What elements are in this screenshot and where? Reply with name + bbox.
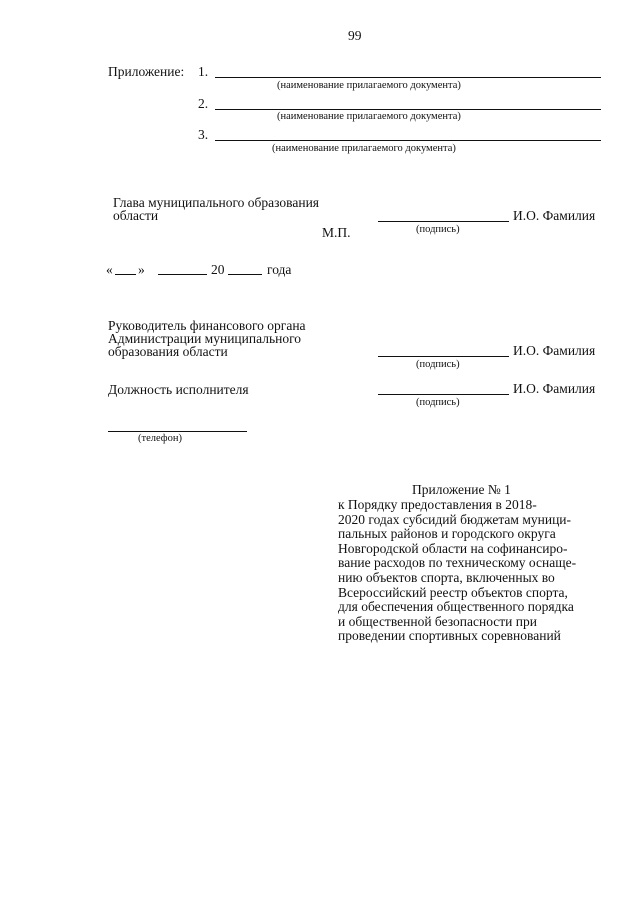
executor-signature-line (378, 394, 509, 395)
appendix-line: и общественной безопасности при (338, 613, 537, 629)
appendix-line: Новгородской области на софинансиро- (338, 540, 568, 556)
finance-role-line1: Руководитель финансового органа (108, 318, 306, 333)
date-open-quote: « (106, 262, 113, 277)
attachment-caption: (наименование прилагаемого документа) (277, 111, 461, 122)
page-number: 99 (348, 28, 362, 43)
head-signature-line (378, 221, 509, 222)
attachment-caption: (наименование прилагаемого документа) (277, 80, 461, 91)
appendix-line: для обеспечения общественного порядка (338, 599, 574, 615)
date-year-prefix: 20 (211, 262, 225, 277)
executor-signature-caption: (подпись) (416, 397, 460, 408)
attachment-line (215, 140, 601, 141)
date-close-quote: » (138, 262, 145, 277)
finance-signature-caption: (подпись) (416, 359, 460, 370)
date-month-line (158, 274, 207, 275)
head-signature-caption: (подпись) (416, 224, 460, 235)
attachment-line (215, 77, 601, 78)
executor-role: Должность исполнителя (108, 382, 249, 397)
finance-role-line3: образования области (108, 344, 228, 359)
date-year-line (228, 274, 262, 275)
appendix-line: пальных районов и городского округа (338, 526, 556, 542)
executor-name: И.О. Фамилия (513, 381, 596, 396)
phone-line (108, 431, 247, 432)
attachments-label: Приложение: (108, 64, 185, 79)
finance-name: И.О. Фамилия (513, 343, 596, 358)
finance-signature-line (378, 356, 509, 357)
attachment-line (215, 109, 601, 110)
attachment-number: 3. (198, 127, 209, 142)
phone-caption: (телефон) (138, 433, 182, 444)
head-name: И.О. Фамилия (513, 208, 596, 223)
date-day-line (115, 274, 136, 275)
date-year-suffix: года (267, 262, 292, 277)
appendix-line: вание расходов по техническому оснаще- (338, 555, 577, 571)
appendix-line: нию объектов спорта, включенных во (338, 569, 555, 585)
appendix-line: к Порядку предоставления в 2018- (338, 497, 537, 512)
attachment-number: 1. (198, 64, 209, 79)
attachment-number: 2. (198, 96, 209, 111)
appendix-line: проведении спортивных соревнований (338, 628, 561, 644)
appendix-text (338, 498, 600, 644)
attachment-caption: (наименование прилагаемого документа) (272, 143, 456, 154)
head-role-line1: Глава муниципального образования (113, 195, 320, 210)
appendix-line: 2020 годах субсидий бюджетам муници- (338, 511, 572, 527)
finance-role-line2: Администрации муниципального (108, 331, 302, 346)
head-role-line2: области (113, 208, 159, 223)
appendix-line: Всероссийский реестр объектов спорта, (338, 584, 568, 600)
seal-label: М.П. (322, 225, 351, 240)
appendix-title: Приложение № 1 (412, 482, 511, 497)
